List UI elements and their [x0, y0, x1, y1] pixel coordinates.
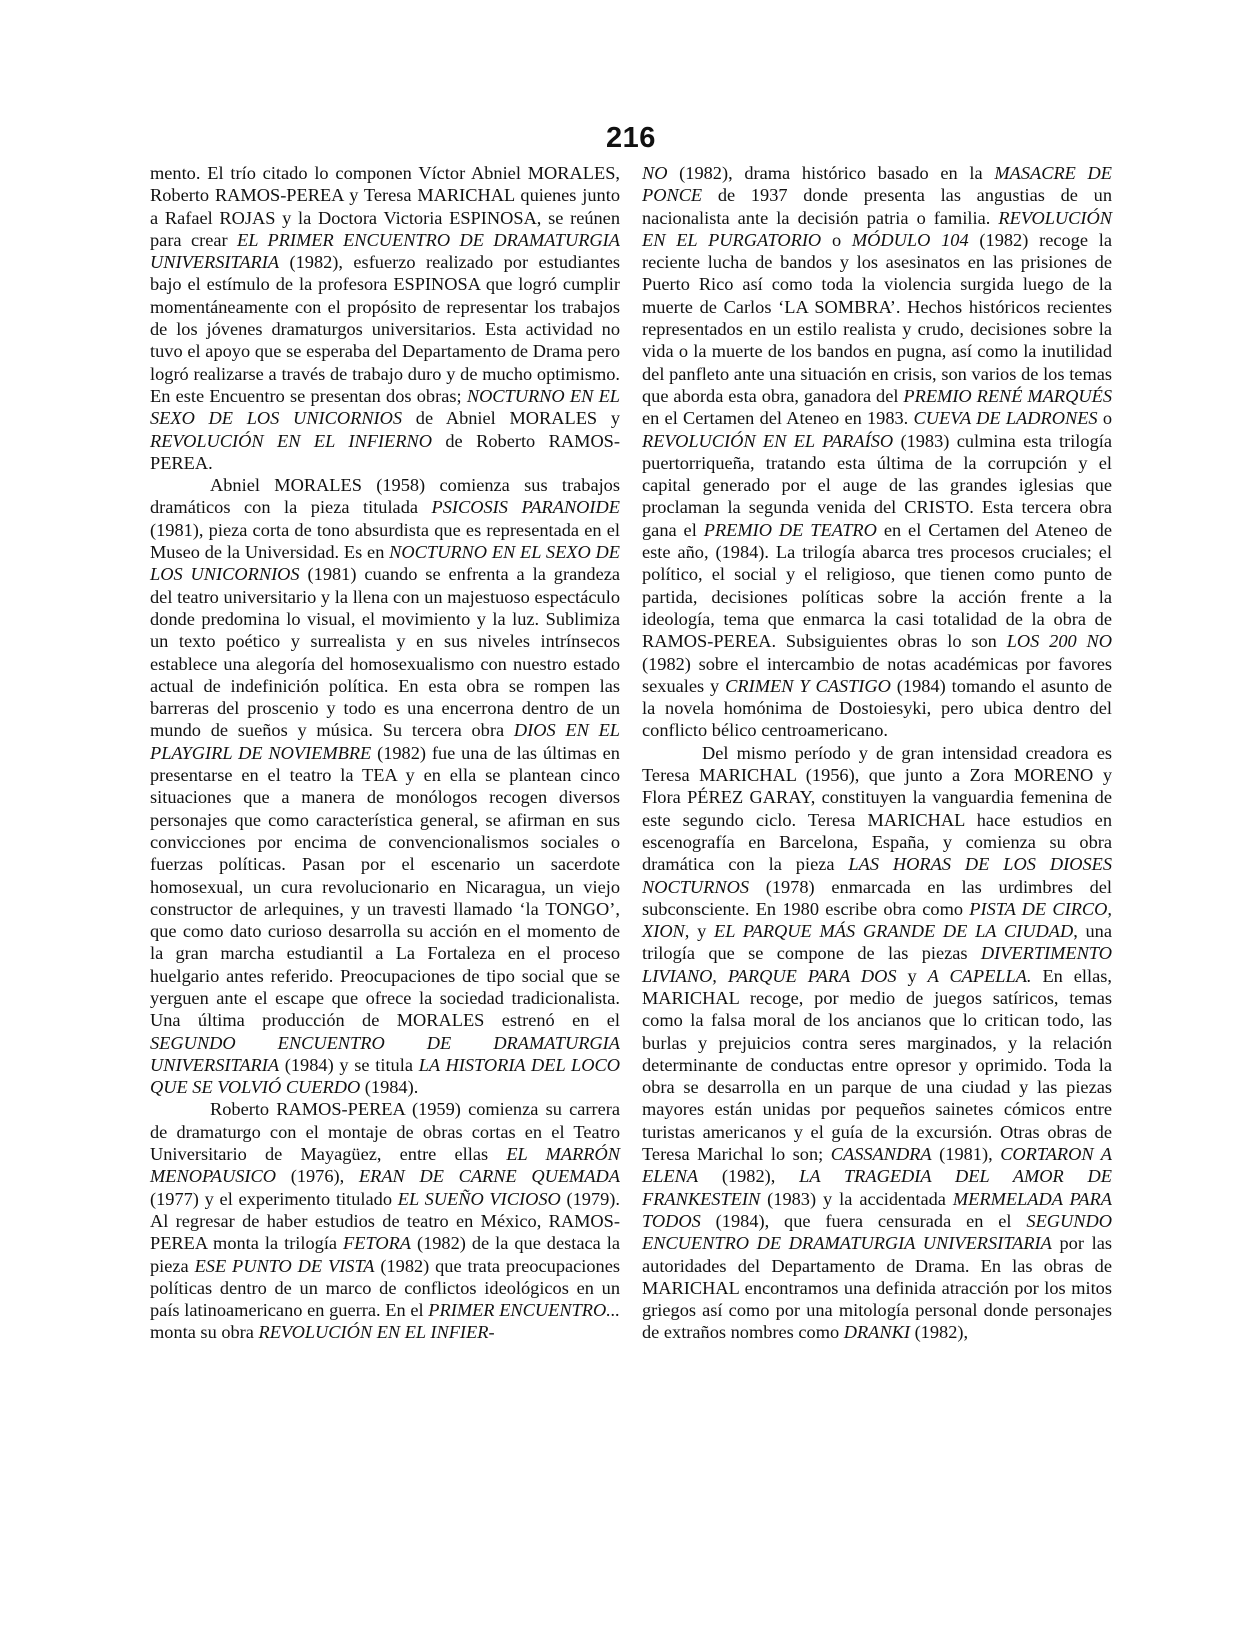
text-run: (1981), pieza corta de tono absurdista que es representada en el Museo de la Universidad. Es en: [150, 519, 620, 563]
text-run: (1984), que fuera censurada en el: [700, 1210, 1027, 1231]
text-run: (1982), drama histórico basado en la: [667, 163, 995, 183]
text-run: , una trilogía que se compone de las piezas: [642, 921, 1112, 964]
work-title: PREMIO RENÉ MARQUÉS: [903, 385, 1112, 406]
text-run: o: [821, 229, 852, 250]
text-run: Del mismo período y de gran intensidad creadora es Teresa MARICHAL (1956), que junto a Zora MORENO y Flora PÉREZ GARAY, constituyen la vanguardia femenina de este segundo ciclo. Teresa MARICHAL hace estudios en escenografía en Barcelona, España, y comienza su obra dramática con la pieza: [642, 742, 1112, 875]
text-run: (1982) sobre el intercambio de notas académicas por favores sexuales y: [642, 653, 1112, 696]
work-title: MERMELADA PARA TODOS: [642, 1188, 1112, 1231]
text-run: (1982) de la que destaca la pieza: [150, 1233, 620, 1276]
text-run: (1984).: [360, 1077, 419, 1098]
work-title: LAS HORAS DE LOS DIOSES NOCTURNOS: [642, 854, 1112, 897]
right-column: [642, 162, 1112, 1344]
work-title: REVOLUCIÓN EN EL INFIER-: [258, 1322, 495, 1343]
text-run: (1981),: [931, 1144, 1001, 1165]
paragraph: [642, 742, 1112, 1344]
text-run: (1983) culmina esta trilogía puertorriqueña, tratando esta última de la corrupción y el capital generado por el auge de las grandes iglesias que proclaman la segunda venida del CRISTO. Esta tercera obra gana el: [642, 430, 1112, 540]
work-title: PREMIO DE TEATRO: [703, 519, 877, 540]
work-title: EL PRIMER ENCUENTRO DE DRAMATURGIA UNIVERSITARIA: [150, 229, 620, 273]
text-run: en el Certamen del Ateneo de este año, (1984). La trilogía abarca tres procesos cruciales; el político, el social y el religioso, que tienen como punto de partida, decisiones políticas sobre la acción frente a la ideología, tema que enmarca la casi totalidad de la obra de RAMOS-PEREA. Subsiguientes obras lo son: [642, 519, 1112, 652]
paragraph: [150, 1098, 620, 1343]
work-title: EL PARQUE MÁS GRANDE DE LA CIUDAD: [714, 921, 1074, 942]
text-run: (1976),: [276, 1166, 359, 1187]
work-title: REVOLUCIÓN EN EL PURGATORIO: [642, 207, 1112, 250]
text-run: (1982) fue una de las últimas en presentarse en el teatro la TEA y en ella se plantean cinco situaciones que a manera de monólogos recogen diversos personajes que como característica general, se afirman en sus convicciones por encima de convencionalismos sociales o fuerzas políticas. Pasan por el escenario un sacerdote homosexual, un cura revolucionario en Nicaragua, un viejo constructor de arlequines, y un travesti llamado ‘la TONGO’, que como dato curioso desarrolla su acción en el momento de la gran marcha estudiantil a La Fortaleza en el proceso huelgario antes referido. Preocupaciones de tipo social que se yerguen ante el escape que ofrece la sociedad tradicionalista. Una última producción de MORALES estrenó en el: [150, 742, 620, 1031]
work-title: DIOS EN EL PLAYGIRL DE NOVIEMBRE: [150, 720, 621, 763]
work-title: CASSANDRA: [830, 1144, 932, 1165]
text-run: monta su obra: [150, 1322, 259, 1343]
text-run: mento. El trío citado lo componen Víctor Abniel MORALES, Roberto RAMOS-PEREA y Teresa MARICHAL quienes junto a Rafael ROJAS y la Doctora Victoria ESPINOSA, se reúnen para crear: [150, 163, 620, 250]
paragraph: [150, 162, 620, 474]
work-title: FETORA: [343, 1233, 411, 1254]
work-title: MASACRE DE PONCE: [642, 163, 1113, 206]
work-title: DIVERTIMENTO LIVIANO, PARQUE PARA DOS: [642, 943, 1112, 986]
text-run: o: [1097, 408, 1112, 429]
text-run: (1977) y el experimento titulado: [150, 1188, 398, 1209]
text-run: (1979). Al regresar de haber estudios de teatro en México, RAMOS-PEREA monta la trilogía: [150, 1188, 620, 1254]
work-title: NO: [642, 163, 668, 183]
work-title: EL SUEÑO VICIOSO: [397, 1188, 561, 1209]
text-run: (1984) y se titula: [279, 1054, 419, 1075]
text-run: (1981) cuando se enfrenta a la grandeza del teatro universitario y la llena con un majestuoso espectáculo donde predomina lo visual, el movimiento y la luz. Sublimiza un texto poético y surrealista y en sus niveles intrínsecos establece una alegoría del homosexualismo con nuestro estado actual de indefinición política. En esta obra se rompen las barreras del proscenio y todo es una encerrona dentro de un mundo de sueños y música. Su tercera obra: [150, 564, 620, 741]
work-title: LA HISTORIA DEL LOCO QUE SE VOLVIÓ CUERDO: [150, 1054, 620, 1098]
text-run: (1983) y la accidentada: [760, 1188, 953, 1209]
work-title: CORTARON A ELENA: [642, 1144, 1113, 1187]
text-run: (1984) tomando el asunto de la novela homónima de Dostoiesyki, pero ubica dentro del conflicto bélico centroamericano.: [642, 675, 1112, 741]
work-title: CRIMEN Y CASTIGO: [725, 675, 891, 696]
work-title: PRIMER ENCUENTRO...: [428, 1300, 620, 1321]
text-run: en el Certamen del Ateneo en 1983.: [642, 408, 914, 429]
work-title: REVOLUCIÓN EN EL PARAÍSO: [642, 430, 894, 451]
work-title: NOCTURNO EN EL SEXO DE LOS UNICORNIOS: [150, 542, 621, 585]
work-title: PSICOSIS PARANOIDE: [431, 497, 620, 518]
work-title: CUEVA DE LADRONES: [913, 408, 1098, 429]
work-title: LOS 200 NO: [1006, 631, 1113, 652]
text-run: (1978) enmarcada en las urdimbres del subconsciente. En 1980 escribe obra como: [642, 876, 1112, 919]
work-title: A CAPELLA.: [927, 965, 1032, 986]
text-run: (1982) recoge la reciente lucha de bandos y los asesinatos en las prisiones de Puerto Rico así como toda la violencia surgida luego de la muerte de Carlos ‘LA SOMBRA’. Hechos históricos recientes representados en un estilo realista y crudo, decisiones sobre la vida o la muerte de los bandos en pugna, así como la inutilidad del panfleto ante una situación en crisis, son varios de los temas que aborda esta obra, ganadora del: [642, 229, 1112, 406]
text-run: de Roberto RAMOS-PEREA.: [150, 430, 620, 473]
work-title: PISTA DE CIRCO, XION,: [642, 898, 1112, 942]
work-title: NOCTURNO EN EL SEXO DE LOS UNICORNIOS: [150, 385, 621, 429]
text-run: Roberto RAMOS-PEREA (1959) comienza su carrera de dramaturgo con el montaje de obras cortas en el Teatro Universitario de Mayagüez, entre ellas: [150, 1099, 620, 1165]
work-title: EL MARRÓN MENOPAUSICO: [150, 1144, 620, 1187]
text-run: y: [689, 921, 715, 942]
work-title: SEGUNDO ENCUENTRO DE DRAMATURGIA UNIVERSITARIA: [150, 1032, 620, 1075]
work-title: ERAN DE CARNE QUEMADA: [358, 1166, 620, 1187]
left-column: [150, 162, 620, 1344]
text-run: (1982) que trata preocupaciones políticas dentro de un marco de conflictos ideológicos en un país latinoamericano en guerra. En el: [150, 1255, 621, 1321]
work-title: ESE PUNTO DE VISTA: [194, 1255, 375, 1276]
work-title: REVOLUCIÓN EN EL INFIERNO: [150, 430, 432, 451]
text-run: de Abniel MORALES y: [402, 408, 620, 429]
paragraph: [642, 162, 1112, 742]
work-title: LA TRAGEDIA DEL AMOR DE FRANKESTEIN: [642, 1166, 1112, 1209]
text-run: (1982),: [698, 1166, 800, 1187]
text-run: y: [896, 965, 928, 986]
work-title: DRANKI: [843, 1322, 910, 1343]
work-title: MÓDULO 104: [851, 229, 969, 250]
work-title: SEGUNDO ENCUENTRO DE DRAMATURGIA UNIVERSITARIA: [642, 1210, 1112, 1254]
text-run: por las autoridades del Departamento de Drama. En las obras de MARICHAL encontramos una definida atracción por los mitos griegos así como por una mitología personal donde personajes de extraños nombres como: [642, 1233, 1112, 1343]
text-run: (1982),: [909, 1322, 969, 1343]
text-run: (1982), esfuerzo realizado por estudiantes bajo el estímulo de la profesora ESPINOSA que logró cumplir momentáneamente con el propósito de representar los trabajos de los jóvenes dramaturgos universitarios. Esta actividad no tuvo el apoyo que se esperaba del Departamento de Drama pero logró realizarse a través de trabajo duro y de mucho optimismo. En este Encuentro se presentan dos obras;: [150, 252, 620, 406]
paragraph: [150, 474, 620, 1098]
text-run: En ellas, MARICHAL recoge, por medio de juegos satíricos, temas como la falsa moral de los ancianos que lo critican todo, las burlas y prejuicios contra seres marginados, y la relación determinante de conductas entre opresor y oprimido. Toda la obra se desarrolla en un parque de una ciudad y las piezas mayores están unidas por pequeños sainetes cómicos entre turistas americanos y el guía de la excursión. Otras obras de Teresa Marichal lo son;: [642, 965, 1112, 1165]
text-run: Abniel MORALES (1958) comienza sus trabajos dramáticos con la pieza titulada: [150, 475, 620, 518]
text-run: de 1937 donde presenta las angustias de un nacionalista ante la decisión patria o familia.: [642, 185, 1112, 228]
page-number: 216: [606, 122, 656, 154]
